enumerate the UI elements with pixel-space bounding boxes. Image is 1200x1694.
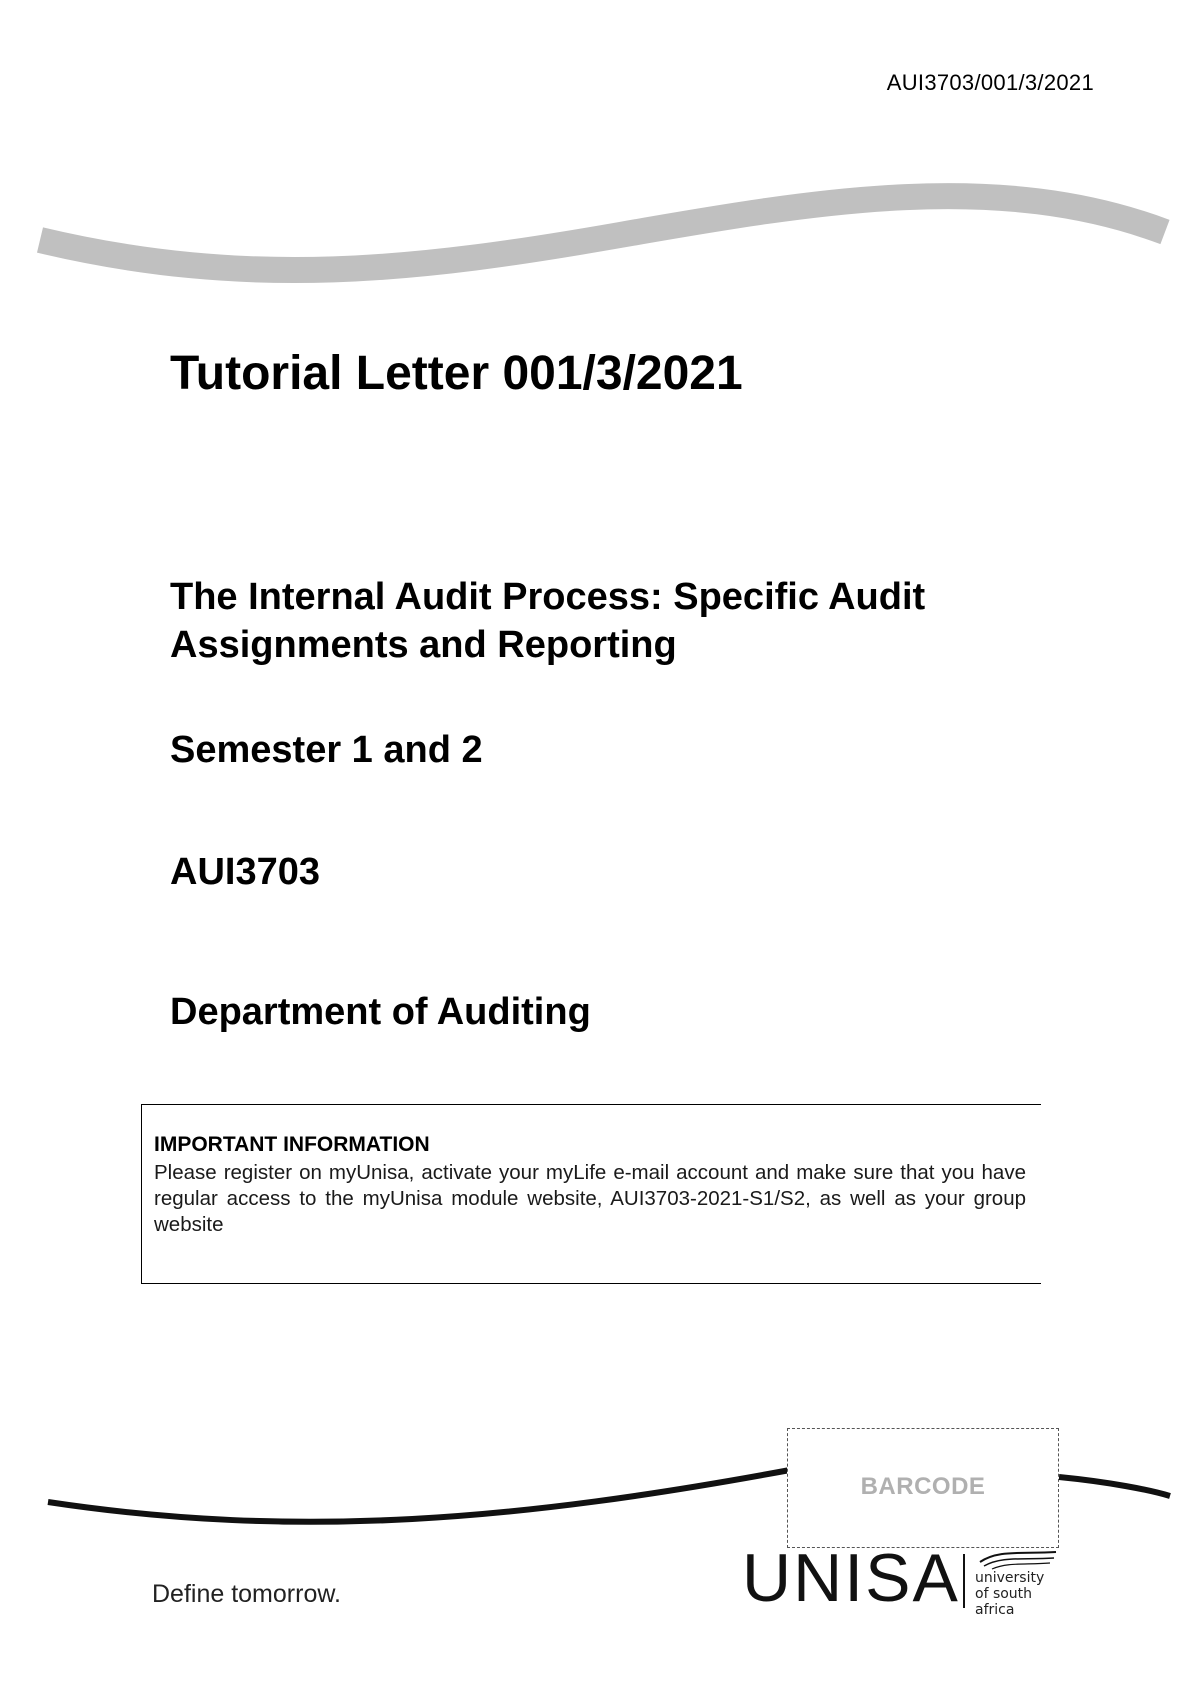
unisa-wave-icon (978, 1548, 1058, 1570)
document-reference: AUI3703/001/3/2021 (886, 70, 1094, 95)
semester: Semester 1 and 2 (170, 729, 483, 771)
barcode-placeholder (787, 1428, 1059, 1548)
important-information-box (141, 1104, 1041, 1284)
module-title: The Internal Audit Process: Specific Audit Assignments and Reporting (170, 576, 926, 666)
notice-heading: IMPORTANT INFORMATION (154, 1133, 430, 1156)
logo-divider (963, 1554, 965, 1608)
unisa-logo (742, 1540, 1072, 1618)
logo-subtext (975, 1570, 1072, 1618)
tutorial-letter-title: Tutorial Letter 001/3/2021 (170, 347, 743, 400)
logo-sub-line1: university (975, 1570, 1045, 1586)
top-grey-swoosh (40, 196, 1165, 270)
notice-body: Please register on myUnisa, activate your myLife e-mail account and make sure that you have regular access to the myUnisa module website, AUI3703-2021-S1/S2, as well as your group website (154, 1161, 1026, 1236)
module-code: AUI3703 (170, 851, 320, 893)
bottom-black-swoosh-right (1059, 1477, 1170, 1496)
barcode-label: BARCODE (860, 1473, 986, 1500)
tagline: Define tomorrow. (152, 1580, 341, 1608)
unisa-logo-word: UNISA (742, 1540, 960, 1616)
bottom-black-swoosh (48, 1470, 790, 1522)
department: Department of Auditing (170, 991, 591, 1033)
logo-sub-line2: of south africa (975, 1586, 1033, 1618)
